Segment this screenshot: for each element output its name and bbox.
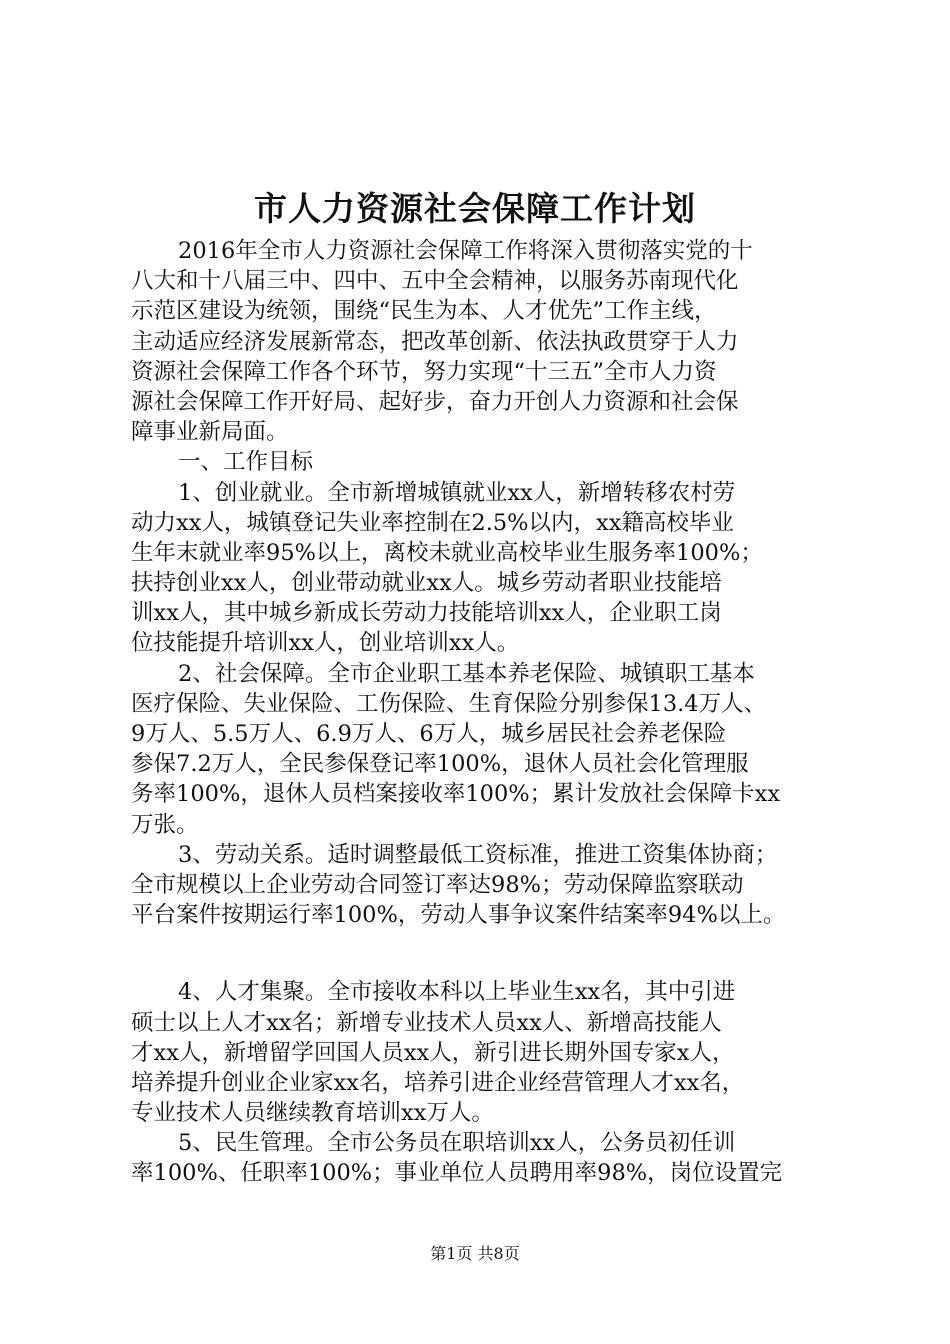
- text-line: 示范区建设为统领，围绕“民生为本、人才优先”工作主线，: [131, 298, 717, 325]
- document-title: 市人力资源社会保障工作计划: [254, 189, 696, 228]
- paragraph-intro: [131, 236, 853, 447]
- text-line: 4、人才集聚。全市接收本科以上毕业生xx名，其中引进: [178, 979, 736, 1006]
- text-line: 9万人、5.5万人、6.9万人、6万人，城乡居民社会养老保险: [131, 721, 727, 747]
- paragraph-social-security: [131, 659, 853, 840]
- text-line: 2、社会保障。全市企业职工基本养老保险、城镇职工基本: [178, 660, 755, 687]
- text-line: 八大和十八届三中、四中、五中全会精神，以服务苏南现代化: [131, 268, 739, 295]
- text-line: 专业技术人员继续教育培训xx万人。: [131, 1100, 494, 1127]
- paragraph-labor-relations: [131, 840, 853, 931]
- text-line: 平台案件按期运行率100%，劳动人事争议案件结案率94%以上。: [131, 902, 786, 929]
- text-line: 资源社会保障工作各个环节，努力实现“十三五”全市人力资: [131, 358, 717, 385]
- text-line: 全市规模以上企业劳动合同签订率达98%；劳动保障监察联动: [131, 871, 744, 898]
- text-line: 生年末就业率95%以上，离校未就业高校毕业生服务率100%；: [131, 539, 763, 566]
- text-line: 参保7.2万人，全民参保登记率100%，退休人员社会化管理服: [131, 751, 749, 778]
- text-line: 医疗保险、失业保险、工伤保险、生育保险分别参保13.4万人、: [131, 690, 767, 717]
- text-line: 培养提升创业企业家xx名，培养引进企业经营管理人才xx名，: [131, 1069, 745, 1096]
- text-line: 动力xx人，城镇登记失业率控制在2.5%以内，xx籍高校毕业: [131, 509, 734, 536]
- paragraph-livelihood: [131, 1128, 853, 1188]
- text-line: 5、民生管理。全市公务员在职培训xx人，公务员初任训: [178, 1130, 736, 1157]
- text-line: 3、劳动关系。适时调整最低工资标准，推进工资集体协商；: [178, 841, 778, 868]
- text-line: 务率100%，退休人员档案接收率100%；累计发放社会保障卡xx: [131, 781, 781, 808]
- section-heading-text: 一、工作目标: [178, 449, 314, 476]
- text-line: 硕士以上人才xx名；新增专业技术人员xx人、新增高技能人: [131, 1009, 722, 1036]
- text-line: 扶持创业xx人，创业带动就业xx人。城乡劳动者职业技能培: [131, 570, 722, 597]
- text-line: 才xx人，新增留学回国人员xx人，新引进长期外国专家x人，: [131, 1039, 735, 1066]
- text-line: 2016年全市人力资源社会保障工作将深入贯彻落实党的十: [178, 238, 753, 264]
- text-line: 源社会保障工作开好局、起好步，奋力开创人力资源和社会保: [131, 388, 739, 415]
- text-line: 万张。: [131, 811, 199, 838]
- text-line: 位技能提升培训xx人，创业培训xx人。: [131, 630, 520, 657]
- document-body: [131, 236, 853, 1189]
- paragraph-employment: [131, 478, 853, 659]
- text-line: 1、创业就业。全市新增城镇就业xx人，新增转移农村劳: [178, 479, 736, 506]
- page-number-footer: 第1页 共8页: [430, 1244, 520, 1263]
- text-line: 率100%、任职率100%；事业单位人员聘用率98%，岗位设置完: [131, 1160, 783, 1187]
- paragraph-spacer: [131, 930, 853, 977]
- section-heading: [131, 447, 853, 477]
- paragraph-talent: [131, 977, 853, 1128]
- text-line: 障事业新局面。: [131, 419, 289, 446]
- text-line: 主动适应经济发展新常态，把改革创新、依法执政贯穿于人力: [131, 328, 739, 355]
- text-line: 训xx人，其中城乡新成长劳动力技能培训xx人，企业职工岗: [131, 600, 722, 627]
